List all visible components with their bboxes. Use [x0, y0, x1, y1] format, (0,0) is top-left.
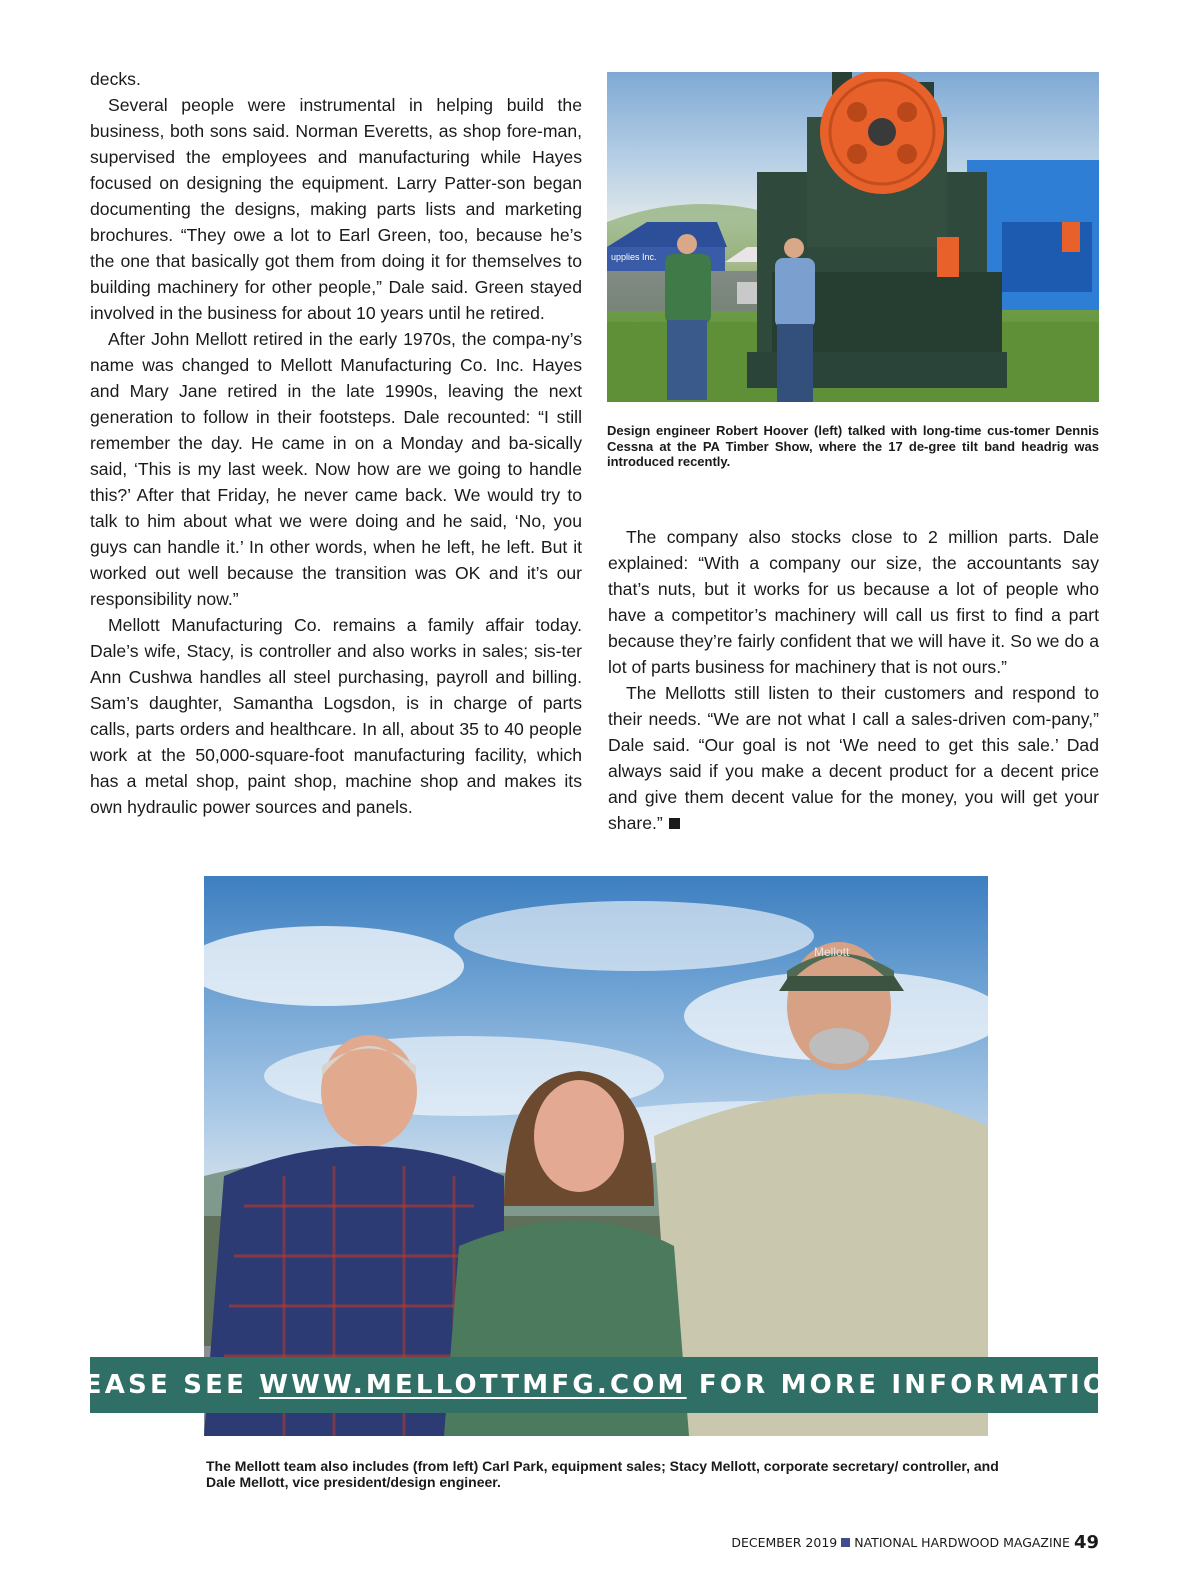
page-footer: [731, 1532, 1099, 1553]
website-link[interactable]: WWW.MELLOTTMFG.COM: [259, 1370, 687, 1400]
separator-square-icon: [841, 1538, 850, 1547]
paragraph: The Mellotts still listen to their customers and respond to their needs. “We are not what I call a sales-driven com-pany,” Dale said. “Our goal is not ‘We need to get this sale.’ Dad always said if you make a decent product for a decent price and give them decent value for the money, you will get your share.”: [608, 683, 1099, 833]
page-number: 49: [1073, 1532, 1099, 1553]
article-right-column: [608, 524, 1099, 836]
end-of-article-square-icon: [669, 818, 680, 829]
paragraph: After John Mellott retired in the early 1970s, the compa-ny’s name was changed to Mellott Manufacturing Co. Inc. Hayes and Mary Jane retired in the late 1990s, leaving the next generation to follow in their footsteps. Dale recounted: “I still remember the day. He came in on a Monday and ba-sically said, ‘This is my last week. Now how are we going to handle this?’ After that Friday, he never came back. We would try to talk to him about what we were doing and he said, ‘No, you guys can handle it.’ In other words, when he left, he left. But it worked out well because the transition was OK and it’s our responsibility now.”: [90, 329, 582, 609]
banner-prefix: PLEASE SEE: [41, 1370, 260, 1400]
banner-suffix: FOR MORE INFORMATION.: [686, 1370, 1147, 1400]
team-photo: [204, 876, 988, 1436]
team-illustration: [204, 876, 988, 1436]
paragraph: The company also stocks close to 2 million parts. Dale explained: “With a company our size, the accountants say that’s nuts, but it works for us because a lot of people who have a competitor’s machinery will call us first to find a part because they’re fairly confident that we will have it. So we do a lot of parts business for machinery that is not ours.”: [608, 527, 1099, 677]
paragraph: Mellott Manufacturing Co. remains a family affair today. Dale’s wife, Stacy, is controller and also works in sales; sis-ter Ann Cushwa handles all steel purchasing, payroll and billing. Sam’s daughter, Samantha Logsdon, is in charge of parts calls, parts orders and healthcare. In all, about 35 to 40 people work at the 50,000-square-foot manufacturing facility, which has a metal shop, paint shop, machine shop and makes its own hydraulic power sources and panels.: [90, 615, 582, 817]
magazine-name: NATIONAL HARDWOOD MAGAZINE: [854, 1535, 1070, 1550]
website-banner: [41, 1357, 1147, 1413]
banner-text: [42, 1370, 1147, 1400]
article-left-column: [90, 66, 582, 820]
trade-show-photo: [607, 72, 1099, 402]
trade-show-caption: Design engineer Robert Hoover (left) talked with long-time cus-tomer Dennis Cessna at the PA Timber Show, where the 17 de-gree tilt band headrig was introduced recently.: [607, 423, 1099, 469]
cap-logo: Mellott: [814, 945, 850, 959]
paragraph: Several people were instrumental in helping build the business, both sons said. Norman Everetts, as shop fore-man, supervised the employees and manufacturing while Hayes focused on designing the equipment. Larry Patter-son began documenting the designs, making parts lists and marketing brochures. “They owe a lot to Earl Green, too, because he’s the one that basically got them from doing it for themselves to building machinery for other people,” Dale said. Green stayed involved in the business for about 10 years until he retired.: [90, 95, 582, 323]
trade-show-illustration: [607, 72, 1099, 402]
paragraph: decks.: [90, 69, 141, 89]
tent-sign: upplies Inc.: [611, 252, 657, 262]
issue-date: DECEMBER 2019: [731, 1535, 838, 1550]
team-caption: The Mellott team also includes (from left) Carl Park, equipment sales; Stacy Mellott, corporate secretary/ controller, and Dale Mellott, vice president/design engineer.: [206, 1458, 999, 1490]
